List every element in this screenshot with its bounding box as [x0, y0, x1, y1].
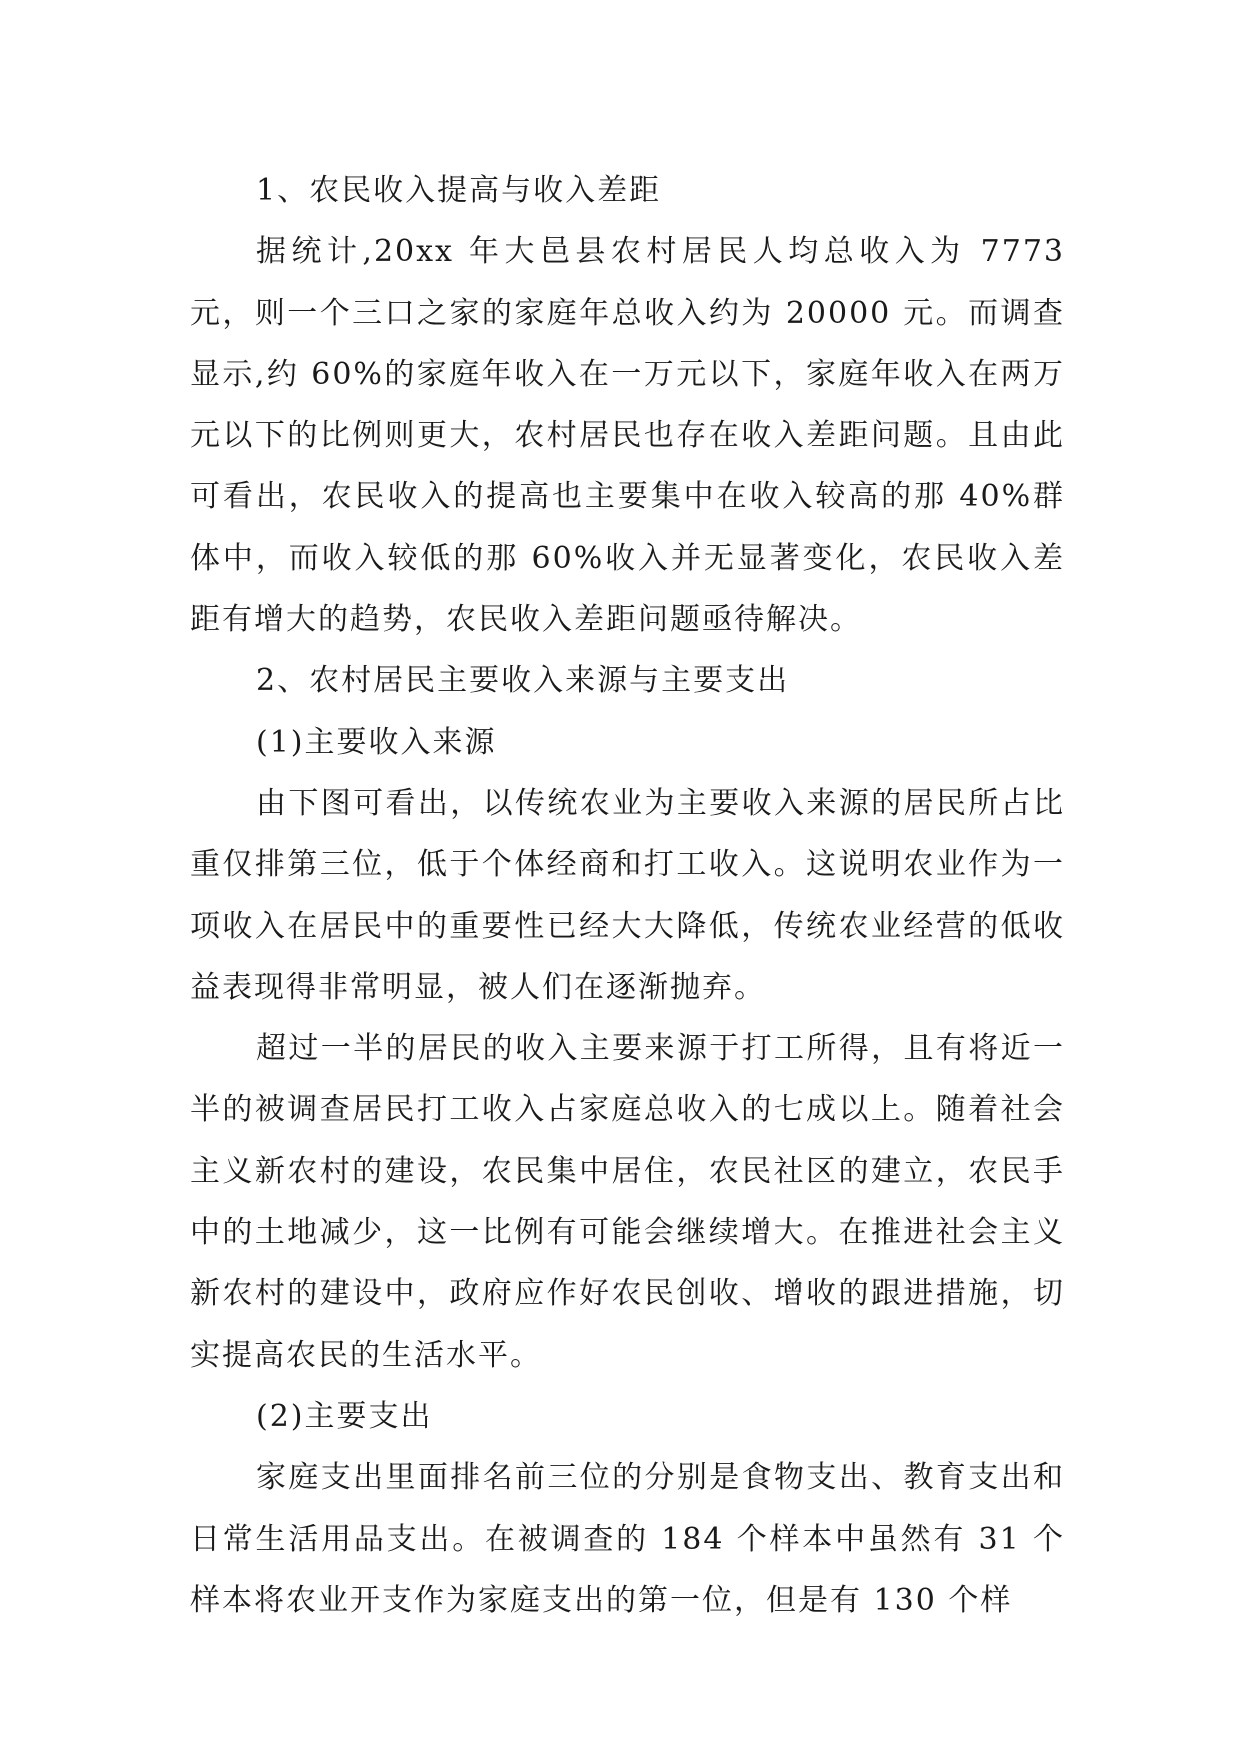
document-body: [190, 160, 1065, 1631]
subsection-heading-main-expenses: (2)主要支出: [256, 1398, 433, 1434]
paragraph-income-statistics: 据统计,20xx 年大邑县农村居民人均总收入为 7773 元，则一个三口之家的家庭年总收入约为 20000 元。而调查显示,约 60%的家庭年收入在一万元以下，家庭年收入在两万元以下的比例则更大，农村居民也存在收入差距问题。且由此可看出，农民收入的提高也主要集中在收入较高的那 40%群体中，而收入较低的那 60%收入并无显著变化，农民收入差距有增大的趋势，农民收入差距问题亟待解决。: [190, 234, 1065, 638]
paragraph-migrant-work-income: 超过一半的居民的收入主要来源于打工所得，且有将近一半的被调查居民打工收入占家庭总收入的七成以上。随着社会主义新农村的建设，农民集中居住，农民社区的建立，农民手中的土地减少，这一比例有可能会继续增大。在推进社会主义新农村的建设中，政府应作好农民创收、增收的跟进措施，切实提高农民的生活水平。: [190, 1031, 1065, 1373]
section-heading-income-sources-expenses: 2、农村居民主要收入来源与主要支出: [256, 663, 790, 699]
paragraph-household-expenses: 家庭支出里面排名前三位的分别是食物支出、教育支出和日常生活用品支出。在被调查的 184 个样本中虽然有 31 个样本将农业开支作为家庭支出的第一位，但是有 130 个样: [190, 1460, 1065, 1618]
paragraph-agriculture-share: 由下图可看出，以传统农业为主要收入来源的居民所占比重仅排第三位，低于个体经商和打工收入。这说明农业作为一项收入在居民中的重要性已经大大降低，传统农业经营的低收益表现得非常明显，被人们在逐渐抛弃。: [190, 785, 1065, 1005]
section-heading-income-gap: 1、农民收入提高与收入差距: [256, 173, 662, 208]
subsection-heading-main-income-sources: (1)主要收入来源: [256, 724, 497, 760]
